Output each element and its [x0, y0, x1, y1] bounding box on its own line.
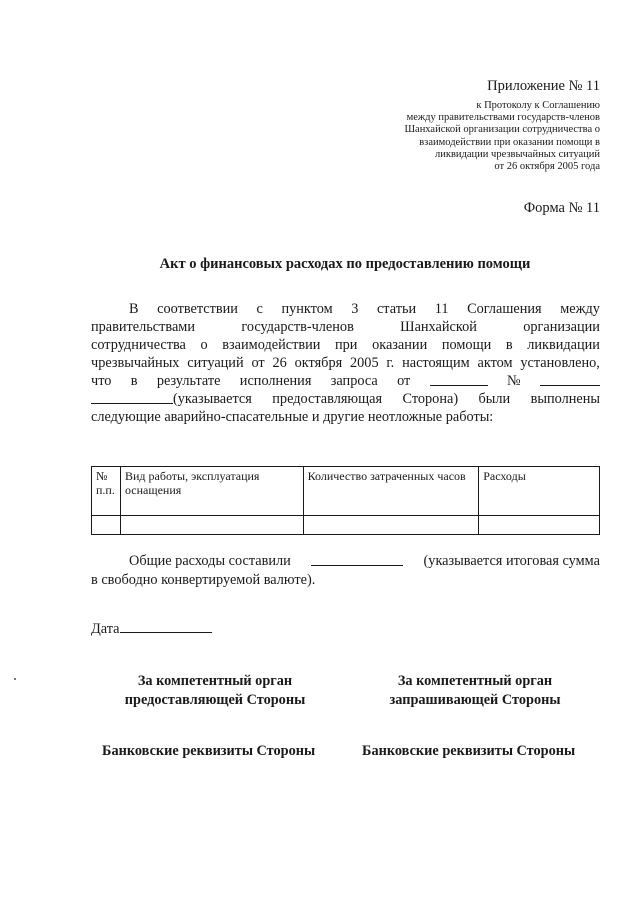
word: 3 — [351, 301, 359, 317]
column-header-work-type: Вид работы, эксплуатация оснащения — [120, 467, 303, 516]
signature-block-requesting — [355, 672, 595, 710]
total-line-1 — [91, 552, 600, 571]
word: В — [129, 301, 139, 317]
word: правительствами — [91, 319, 195, 335]
column-header-number: № п.п. — [92, 467, 121, 516]
word: г. — [386, 355, 395, 371]
bank-details-providing: Банковские реквизиты Стороны — [102, 743, 316, 759]
appendix-reference — [340, 100, 600, 173]
word: Шанхайской — [400, 319, 477, 335]
word: чрезвычайных — [91, 355, 180, 371]
body-line-text: следующие аварийно-спасательные и другие неотложные работы: — [91, 409, 494, 425]
appendix-line: ликвидации чрезвычайных ситуаций — [435, 148, 600, 160]
signature-line: За компетентный орган — [397, 673, 553, 689]
table-row — [92, 516, 600, 535]
word: оказании — [372, 337, 428, 353]
column-header-hours: Количество затраченных часов — [303, 467, 479, 516]
table-header-row — [92, 467, 600, 516]
word: в — [130, 373, 138, 389]
table-cell[interactable] — [479, 516, 600, 535]
party-blank[interactable] — [91, 390, 173, 404]
table-cell[interactable] — [303, 516, 479, 535]
document-title: Акт о финансовых расходах по предоставлению помощи — [159, 256, 531, 272]
appendix-line: от 26 октября 2005 года — [494, 161, 600, 173]
word: в — [505, 337, 513, 353]
word: Соглашения — [467, 301, 542, 317]
body-line-2 — [91, 318, 600, 336]
word: результате — [156, 373, 221, 389]
total-sum-blank[interactable] — [311, 552, 403, 566]
body-line-6 — [91, 390, 600, 408]
appendix-title: Приложение № 11 — [487, 78, 600, 94]
request-date-blank[interactable] — [430, 372, 488, 386]
expenses-table — [91, 466, 600, 535]
word: 26 — [272, 355, 287, 371]
table-cell[interactable] — [92, 516, 121, 535]
total-note-cont: в свободно конвертируемой валюте). — [91, 572, 316, 588]
word: настоящим — [402, 355, 470, 371]
appendix-line: взаимодействии при оказании помощи в — [419, 136, 600, 148]
word: с — [256, 301, 263, 317]
number-sign: № — [506, 373, 521, 389]
appendix-line: к Протоколу к Соглашению — [476, 100, 600, 111]
word: от — [251, 355, 265, 371]
word: организации — [523, 319, 600, 335]
word: помощи — [441, 337, 492, 353]
form-number: Форма № 11 — [523, 200, 600, 216]
word: от — [397, 373, 411, 389]
word: соответствии — [157, 301, 238, 317]
scan-speck — [14, 678, 16, 680]
word: ситуаций — [187, 355, 244, 371]
word: ликвидации — [527, 337, 600, 353]
body-line-4 — [91, 354, 600, 372]
signature-block-providing — [100, 672, 330, 710]
word: октября — [294, 355, 343, 371]
table-cell[interactable] — [120, 516, 303, 535]
body-line-1 — [91, 300, 600, 318]
body-line-text: (указывается предоставляющая Сторона) были выполнены — [173, 391, 600, 407]
word: 11 — [434, 301, 449, 317]
date-row — [91, 619, 212, 638]
total-label: Общие расходы составили — [129, 553, 291, 569]
word: государств-членов — [241, 319, 354, 335]
bank-details-requesting: Банковские реквизиты Стороны — [362, 743, 576, 759]
total-expenses-paragraph — [91, 552, 600, 590]
signature-line: За компетентный орган — [137, 673, 293, 689]
word: актом — [477, 355, 513, 371]
word: что — [91, 373, 112, 389]
appendix-line: между правительствами государств-членов — [406, 112, 600, 124]
word: 2005 — [350, 355, 379, 371]
total-line-2 — [91, 571, 600, 590]
word: статьи — [376, 301, 417, 317]
body-line-5 — [91, 372, 600, 390]
date-blank[interactable] — [120, 619, 212, 633]
word: между — [560, 301, 600, 317]
total-note: (указывается итоговая сумма — [423, 553, 600, 569]
word: запроса — [330, 373, 378, 389]
word: о — [200, 337, 208, 353]
word: взаимодействии — [222, 337, 321, 353]
word: установлено, — [520, 355, 600, 371]
signature-line: предоставляющей Стороны — [124, 692, 306, 708]
request-number-blank[interactable] — [540, 372, 600, 386]
word: исполнения — [239, 373, 312, 389]
body-line-7 — [91, 408, 600, 426]
word: сотрудничества — [91, 337, 186, 353]
date-label: Дата — [91, 621, 120, 637]
appendix-line: Шанхайской организации сотрудничества о — [404, 124, 600, 136]
column-header-expenses: Расходы — [479, 467, 600, 516]
body-paragraph — [91, 300, 600, 426]
body-line-3 — [91, 336, 600, 354]
word: пунктом — [281, 301, 333, 317]
word: при — [335, 337, 358, 353]
signature-line: запрашивающей Стороны — [389, 692, 561, 708]
